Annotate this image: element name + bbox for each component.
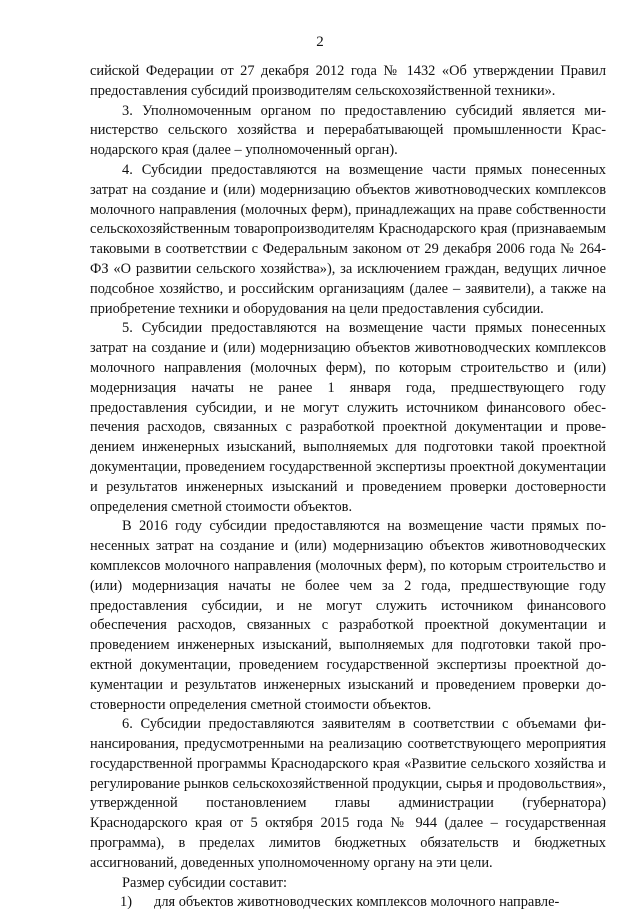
paragraph-2016-subsidies: В 2016 году субсидии предоставляются на возмещение части прямых понесенных затрат на создание и (или) модернизацию объектов животноводческих комплексов молочного направления (молочных ферм), по которым строительство и (или) модернизация начаты не более чем за 2 года, предшествующие году предоставления субсидии, и не могут служить источником финансового обеспечения расходов, связанных с разработкой проектной документации и проведением инженерных изысканий, выполняемых для подготовки такой проектной документации, проведением государственной экспертизы проектной документации и результатов инженерных изысканий и проведением проверки достоверности определения сметной стоимости объектов. [90,518,606,713]
paragraph-clause-6: 6. Субсидии предоставляются заявителям в соответствии с объемами финансирования, предусмотренными на реализацию соответствующего мероприятия государственной программы Краснодарского края «Развитие сельского хозяйства и регулирование рынков сельскохозяйственной продукции, сырья и продовольствия», утвержденной постановлением главы администрации (губернатора) Краснодарского края от 5 октября 2015 года № 944 (далее – государственная программа), в пределах лимитов бюджетных обязательств и бюджетных ассигнований, доведенных уполномоченному органу на эти цели. [90,716,606,871]
paragraph-clause-5: 5. Субсидии предоставляются на возмещение части прямых понесенных затрат на создание и (или) модернизацию объектов животноводческих комплексов молочного направления (молочных ферм), по которым строительство и (или) модернизация начаты не ранее 1 января года, предшествующего году предоставления субсидии, и не могут служить источником финансового обеспечения расходов, связанных с разработкой проектной документации и проведением инженерных изысканий, выполняемых для подготовки такой проектной документации, проведением государственной экспертизы проектной документации и результатов инженерных изысканий и проведением проверки достоверности определения сметной стоимости объектов. [90,320,606,515]
list-item-text: для объектов животноводческих комплексов молочного направле- [154,894,560,911]
document-body [90,62,606,913]
paragraph-intro-continuation: сийской Федерации от 27 декабря 2012 года № 1432 «Об утверждении Правил предоставления субсидий производителям сельскохозяйственной техники». [90,63,606,99]
paragraph-clause-4: 4. Субсидии предоставляются на возмещение части прямых понесенных затрат на создание и (или) модернизацию объектов животноводческих комплексов молочного направления (молочных ферм), принадлежащих на праве собственности сельскохозяйственным товаропроизводителям Краснодарского края (признаваемым таковыми в соответствии с Федеральным законом от 29 декабря 2006 года № 264-ФЗ «О развитии сельского хозяйства»), за исключением граждан, ведущих личное подсобное хозяйство, и российским организациям (далее – заявители), а также на приобретение техники и оборудования на цели предоставления субсидии. [90,161,606,317]
page-number: 2 [316,34,324,50]
list-item [90,893,606,913]
paragraph-clause-3: 3. Уполномоченным органом по предоставлению субсидий является министерство сельского хозяйства и перерабатывающей промышленности Краснодарского края (далее – уполномоченный орган). [90,102,606,159]
paragraph-subsidy-size: Размер субсидии составит: [122,874,288,891]
list-item-number: 1) [120,894,132,911]
